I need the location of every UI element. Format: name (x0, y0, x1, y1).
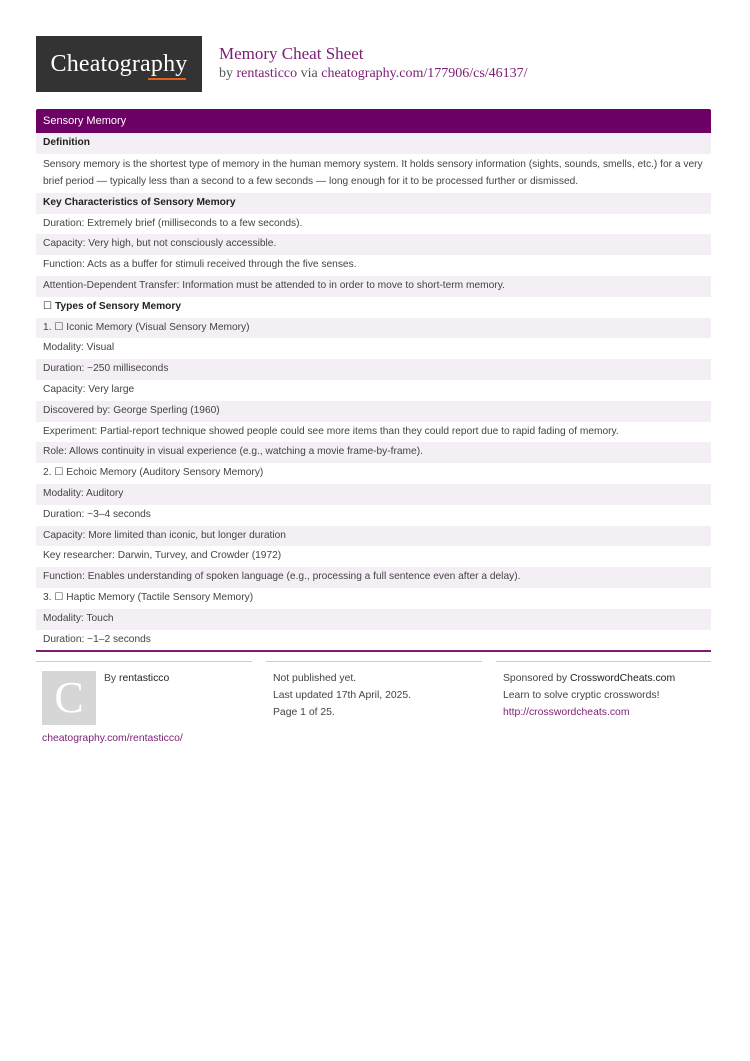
content-row: Experiment: Partial-report technique showed people could see more items than they could report due to rapid fading of memory. (43, 425, 619, 437)
content-row: Key researcher: Darwin, Turvey, and Crowder (1972) (43, 550, 282, 562)
last-updated: Last updated 17th April, 2025. (273, 690, 412, 701)
sheet-url-link[interactable]: cheatography.com/177906/cs/46137/ (321, 66, 528, 81)
content-row: Role: Allows continuity in visual experience (e.g., watching a movie frame-by-frame). (36, 442, 711, 463)
subheading-row: ☐ Types of Sensory Memory (36, 297, 711, 318)
logo-underline (148, 78, 186, 80)
cheatography-logo[interactable] (36, 36, 202, 92)
logo-text: Cheatography (50, 51, 188, 77)
sheet-byline (219, 64, 528, 84)
author-link[interactable]: rentasticco (236, 66, 298, 81)
content-row: Function: Enables understanding of spoken language (e.g., processing a full sentence even after a delay). (36, 567, 711, 588)
sponsor-url-link[interactable]: http://crosswordcheats.com (503, 707, 630, 718)
published-status: Not published yet. (273, 673, 357, 684)
sponsor-name[interactable]: CrosswordCheats.com (570, 673, 676, 684)
page-number: Page 1 of 25. (273, 707, 335, 718)
subheading-row: Key Characteristics of Sensory Memory (36, 193, 711, 214)
by-prefix: by (219, 66, 233, 81)
sponsor-prefix: Sponsored by (503, 673, 568, 684)
title-block (219, 44, 528, 84)
sponsor-line (503, 670, 711, 687)
content-row: Duration: ~3–4 seconds (43, 508, 151, 520)
content-row: Function: Acts as a buffer for stimuli received through the five senses. (43, 259, 357, 271)
via-word: via (300, 66, 318, 81)
content-row: Capacity: More limited than iconic, but longer duration (36, 526, 711, 547)
sensory-memory-section (36, 109, 711, 652)
page-footer (36, 661, 711, 751)
subheading-row: Definition (36, 133, 711, 154)
footer-meta-column (266, 661, 482, 721)
content-row: Modality: Visual (43, 342, 115, 354)
content-row: Sensory memory is the shortest type of memory in the human memory system. It holds sensory information (sights, sounds, smells, etc.) for a very brief period — typically less than a second to a few seconds — long enough for it to be processed further or dismissed. (43, 158, 703, 188)
footer-author-name[interactable]: rentasticco (119, 673, 170, 684)
content-row: Capacity: Very high, but not consciously accessible. (36, 234, 711, 255)
section-rows (36, 133, 711, 650)
section-bottom-border (36, 650, 711, 652)
content-row: 3. ☐ Haptic Memory (Tactile Sensory Memory) (43, 591, 254, 603)
author-avatar[interactable]: C (42, 671, 96, 725)
footer-byline (104, 670, 169, 687)
profile-link[interactable]: cheatography.com/rentasticco/ (42, 733, 183, 744)
content-row: 2. ☐ Echoic Memory (Auditory Sensory Memory) (43, 467, 264, 479)
section-title: Sensory Memory (36, 109, 711, 133)
content-row: Attention-Dependent Transfer: Information must be attended to in order to move to short-term memory. (36, 276, 711, 297)
page-header (36, 36, 716, 94)
content-row: 1. ☐ Iconic Memory (Visual Sensory Memory) (36, 318, 711, 339)
content-row: Discovered by: George Sperling (1960) (36, 401, 711, 422)
content-row: Capacity: Very large (43, 383, 135, 395)
content-row: Duration: Extremely brief (milliseconds to a few seconds). (43, 217, 303, 229)
sponsor-tagline: Learn to solve cryptic crosswords! (503, 690, 660, 701)
content-row: Modality: Auditory (36, 484, 711, 505)
footer-author-column (36, 661, 252, 744)
sheet-title: Memory Cheat Sheet (219, 44, 364, 63)
footer-sponsor-column (496, 661, 711, 721)
content-row: Duration: ~1–2 seconds (43, 633, 151, 645)
footer-by-label: By (104, 673, 117, 684)
content-row: Duration: ~250 milliseconds (36, 359, 711, 380)
content-row: Modality: Touch (36, 609, 711, 630)
